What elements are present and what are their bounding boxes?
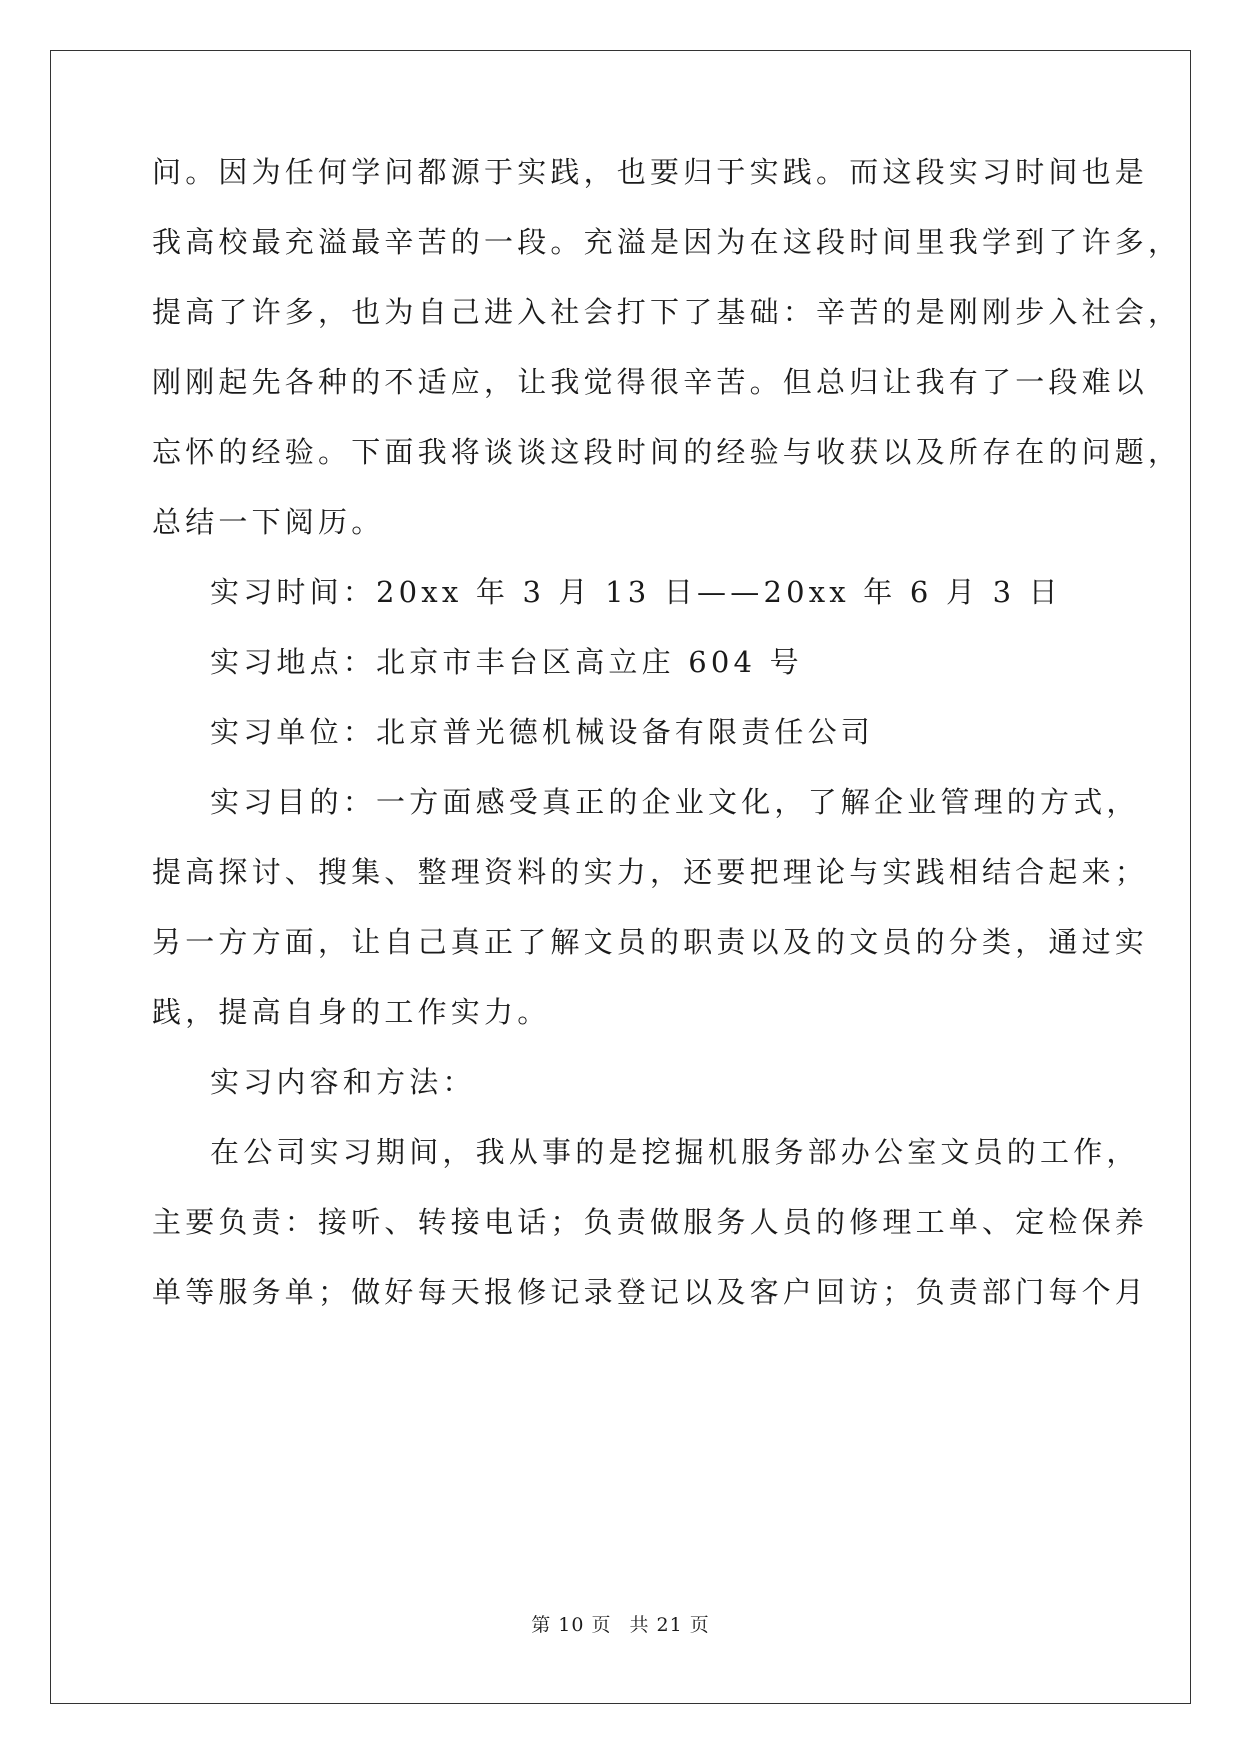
- paragraph-line: 另一方方面，让自己真正了解文员的职责以及的文员的分类，通过实: [152, 925, 1149, 959]
- paragraph-line: 提高探讨、搜集、整理资料的实力，还要把理论与实践相结合起来；: [152, 855, 1149, 889]
- paragraph-line: 主要负责：接听、转接电话；负责做服务人员的修理工单、定检保养: [152, 1205, 1149, 1239]
- internship-location: 实习地点：北京市丰台区高立庄 604 号: [210, 645, 803, 679]
- paragraph-line: 总结一下阅历。: [152, 505, 385, 539]
- paragraph-line: 践，提高自身的工作实力。: [152, 995, 551, 1029]
- section-heading: 实习内容和方法：: [210, 1065, 476, 1099]
- paragraph-line: 提高了许多，也为自己进入社会打下了基础：辛苦的是刚刚步入社会，: [152, 295, 1182, 329]
- page-total: 共 21 页: [629, 1614, 710, 1636]
- paragraph-line: 问。因为任何学问都源于实践，也要归于实践。而这段实习时间也是: [152, 155, 1149, 189]
- page-number: 第 10 页: [531, 1614, 612, 1636]
- paragraph-line: 忘怀的经验。下面我将谈谈这段时间的经验与收获以及所存在的问题，: [152, 435, 1182, 469]
- internship-company: 实习单位：北京普光德机械设备有限责任公司: [210, 715, 875, 749]
- paragraph-line: 我高校最充溢最辛苦的一段。充溢是因为在这段时间里我学到了许多，: [152, 225, 1182, 259]
- paragraph-line: 单等服务单；做好每天报修记录登记以及客户回访；负责部门每个月: [152, 1275, 1149, 1309]
- page-footer: [0, 1612, 1241, 1638]
- paragraph-line: 在公司实习期间，我从事的是挖掘机服务部办公室文员的工作，: [210, 1135, 1140, 1169]
- internship-time: 实习时间：20xx 年 3 月 13 日——20xx 年 6 月 3 日: [210, 575, 1062, 609]
- paragraph-line: 刚刚起先各种的不适应，让我觉得很辛苦。但总归让我有了一段难以: [152, 365, 1149, 399]
- paragraph-line: 实习目的：一方面感受真正的企业文化，了解企业管理的方式，: [210, 785, 1140, 819]
